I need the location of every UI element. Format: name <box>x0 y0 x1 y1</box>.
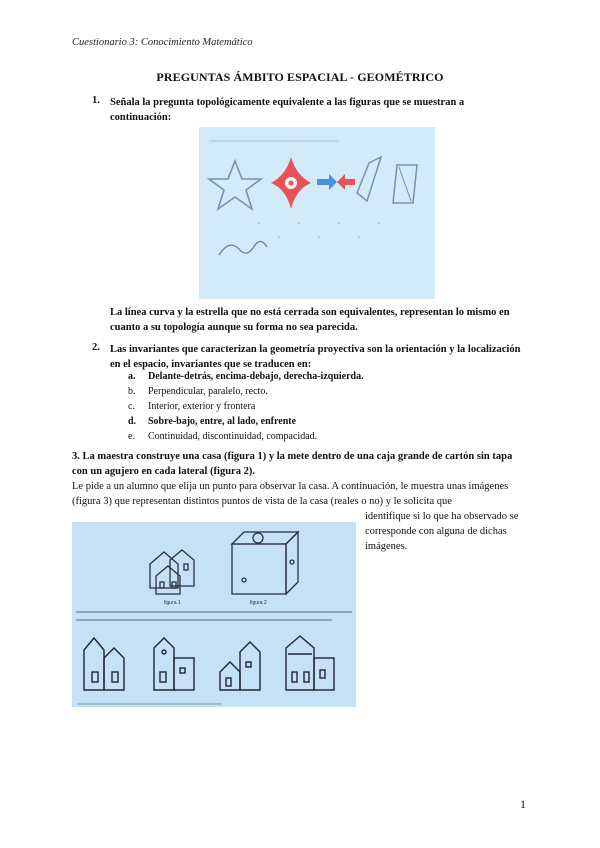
question-2-text: Las invariantes que caracterizan la geometría proyectiva son la orientación y la localización en el espacio, invariantes que se traducen en: <box>110 344 521 370</box>
figure-2-label: figura 2 <box>250 600 267 606</box>
question-1-number: 1. <box>92 95 100 106</box>
option-b: b. Perpendicular, paralelo, recto. <box>128 386 268 397</box>
document-header: Cuestionario 3: Conocimiento Matemático <box>72 37 253 48</box>
question-2-options <box>128 369 364 444</box>
section-title: PREGUNTAS ÁMBITO ESPACIAL - GEOMÉTRICO <box>156 70 444 84</box>
topology-shapes-photo <box>199 127 435 299</box>
page-number: 1 <box>520 797 526 811</box>
houses-figures-photo <box>72 522 356 707</box>
option-c: c. Interior, exterior y frontera <box>128 401 256 412</box>
question-1-text: Señala la pregunta topológicamente equivalente a las figuras que se muestran a continuación: <box>110 97 465 123</box>
figure-1-label: figura 1 <box>164 600 181 606</box>
option-e: e. Continuidad, discontinuidad, compacidad. <box>128 431 318 442</box>
question-1-answer: La línea curva y la estrella que no está cerrada son equivalentes, representan lo mismo en cuanto a su topología aunque su forma no sea parecida. <box>110 307 510 333</box>
question-2-number: 2. <box>92 342 100 353</box>
question-3-body-continued: identifique si lo que ha observado se corresponde con alguna de dichas imágenes. <box>365 511 519 552</box>
option-d: d. Sobre-bajo, entre, al lado, enfrente <box>128 416 297 427</box>
question-3-body: Le pide a un alumno que elija un punto para observar la casa. A continuación, le muestra unas imágenes (figura 3) que representan distintos puntos de vista de la casa (reales o no) y le solicita que <box>72 481 509 507</box>
question-3-heading: 3. La maestra construye una casa (figura 1) y la mete dentro de una caja grande de cartón sin tapa con un agujero en cada lateral (figura 2). <box>72 451 513 477</box>
option-a: a. Delante-detrás, encima-debajo, derecha-izquierda. <box>128 371 364 382</box>
